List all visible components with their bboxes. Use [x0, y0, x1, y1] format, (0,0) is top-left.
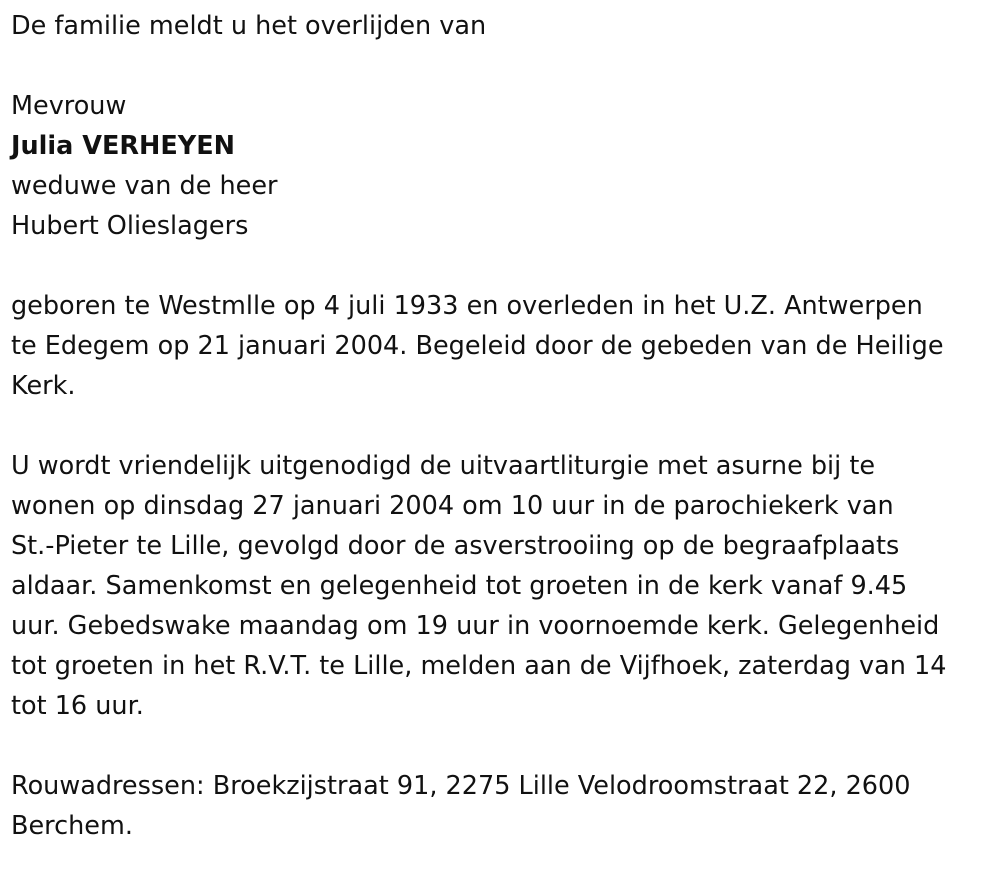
paragraph-line: St.-Pieter te Lille, gevolgd door de asverstrooiing op de begraafplaats	[11, 531, 900, 561]
intro-text: De familie meldt u het overlijden van	[11, 11, 487, 41]
paragraph-line: wonen op dinsdag 27 januari 2004 om 10 uur in de parochiekerk van	[11, 491, 894, 521]
paragraph-line: U wordt vriendelijk uitgenodigd de uitvaartliturgie met asurne bij te	[11, 451, 876, 481]
spacer	[11, 726, 986, 766]
relation-line: weduwe van de heer	[11, 171, 278, 201]
addresses-paragraph	[11, 766, 986, 846]
spacer	[11, 46, 986, 86]
paragraph-line: Rouwadressen: Broekzijstraat 91, 2275 Lille Velodroomstraat 22, 2600	[11, 771, 911, 801]
obituary-notice	[11, 6, 986, 846]
paragraph-line: tot 16 uur.	[11, 691, 144, 721]
funeral-paragraph	[11, 446, 986, 726]
paragraph-line: uur. Gebedswake maandag om 19 uur in voornoemde kerk. Gelegenheid	[11, 611, 940, 641]
birth-death-paragraph	[11, 286, 986, 406]
honorific: Mevrouw	[11, 91, 127, 121]
paragraph-line: tot groeten in het R.V.T. te Lille, melden aan de Vijfhoek, zaterdag van 14	[11, 651, 947, 681]
spouse-name: Hubert Olieslagers	[11, 211, 249, 241]
paragraph-line: te Edegem op 21 januari 2004. Begeleid door de gebeden van de Heilige	[11, 331, 944, 361]
paragraph-line: Kerk.	[11, 371, 76, 401]
spacer	[11, 406, 986, 446]
paragraph-line: aldaar. Samenkomst en gelegenheid tot groeten in de kerk vanaf 9.45	[11, 571, 908, 601]
paragraph-line: geboren te Westmlle op 4 juli 1933 en overleden in het U.Z. Antwerpen	[11, 291, 923, 321]
paragraph-line: Berchem.	[11, 811, 133, 841]
spacer	[11, 246, 986, 286]
deceased-name: Julia VERHEYEN	[11, 131, 235, 161]
